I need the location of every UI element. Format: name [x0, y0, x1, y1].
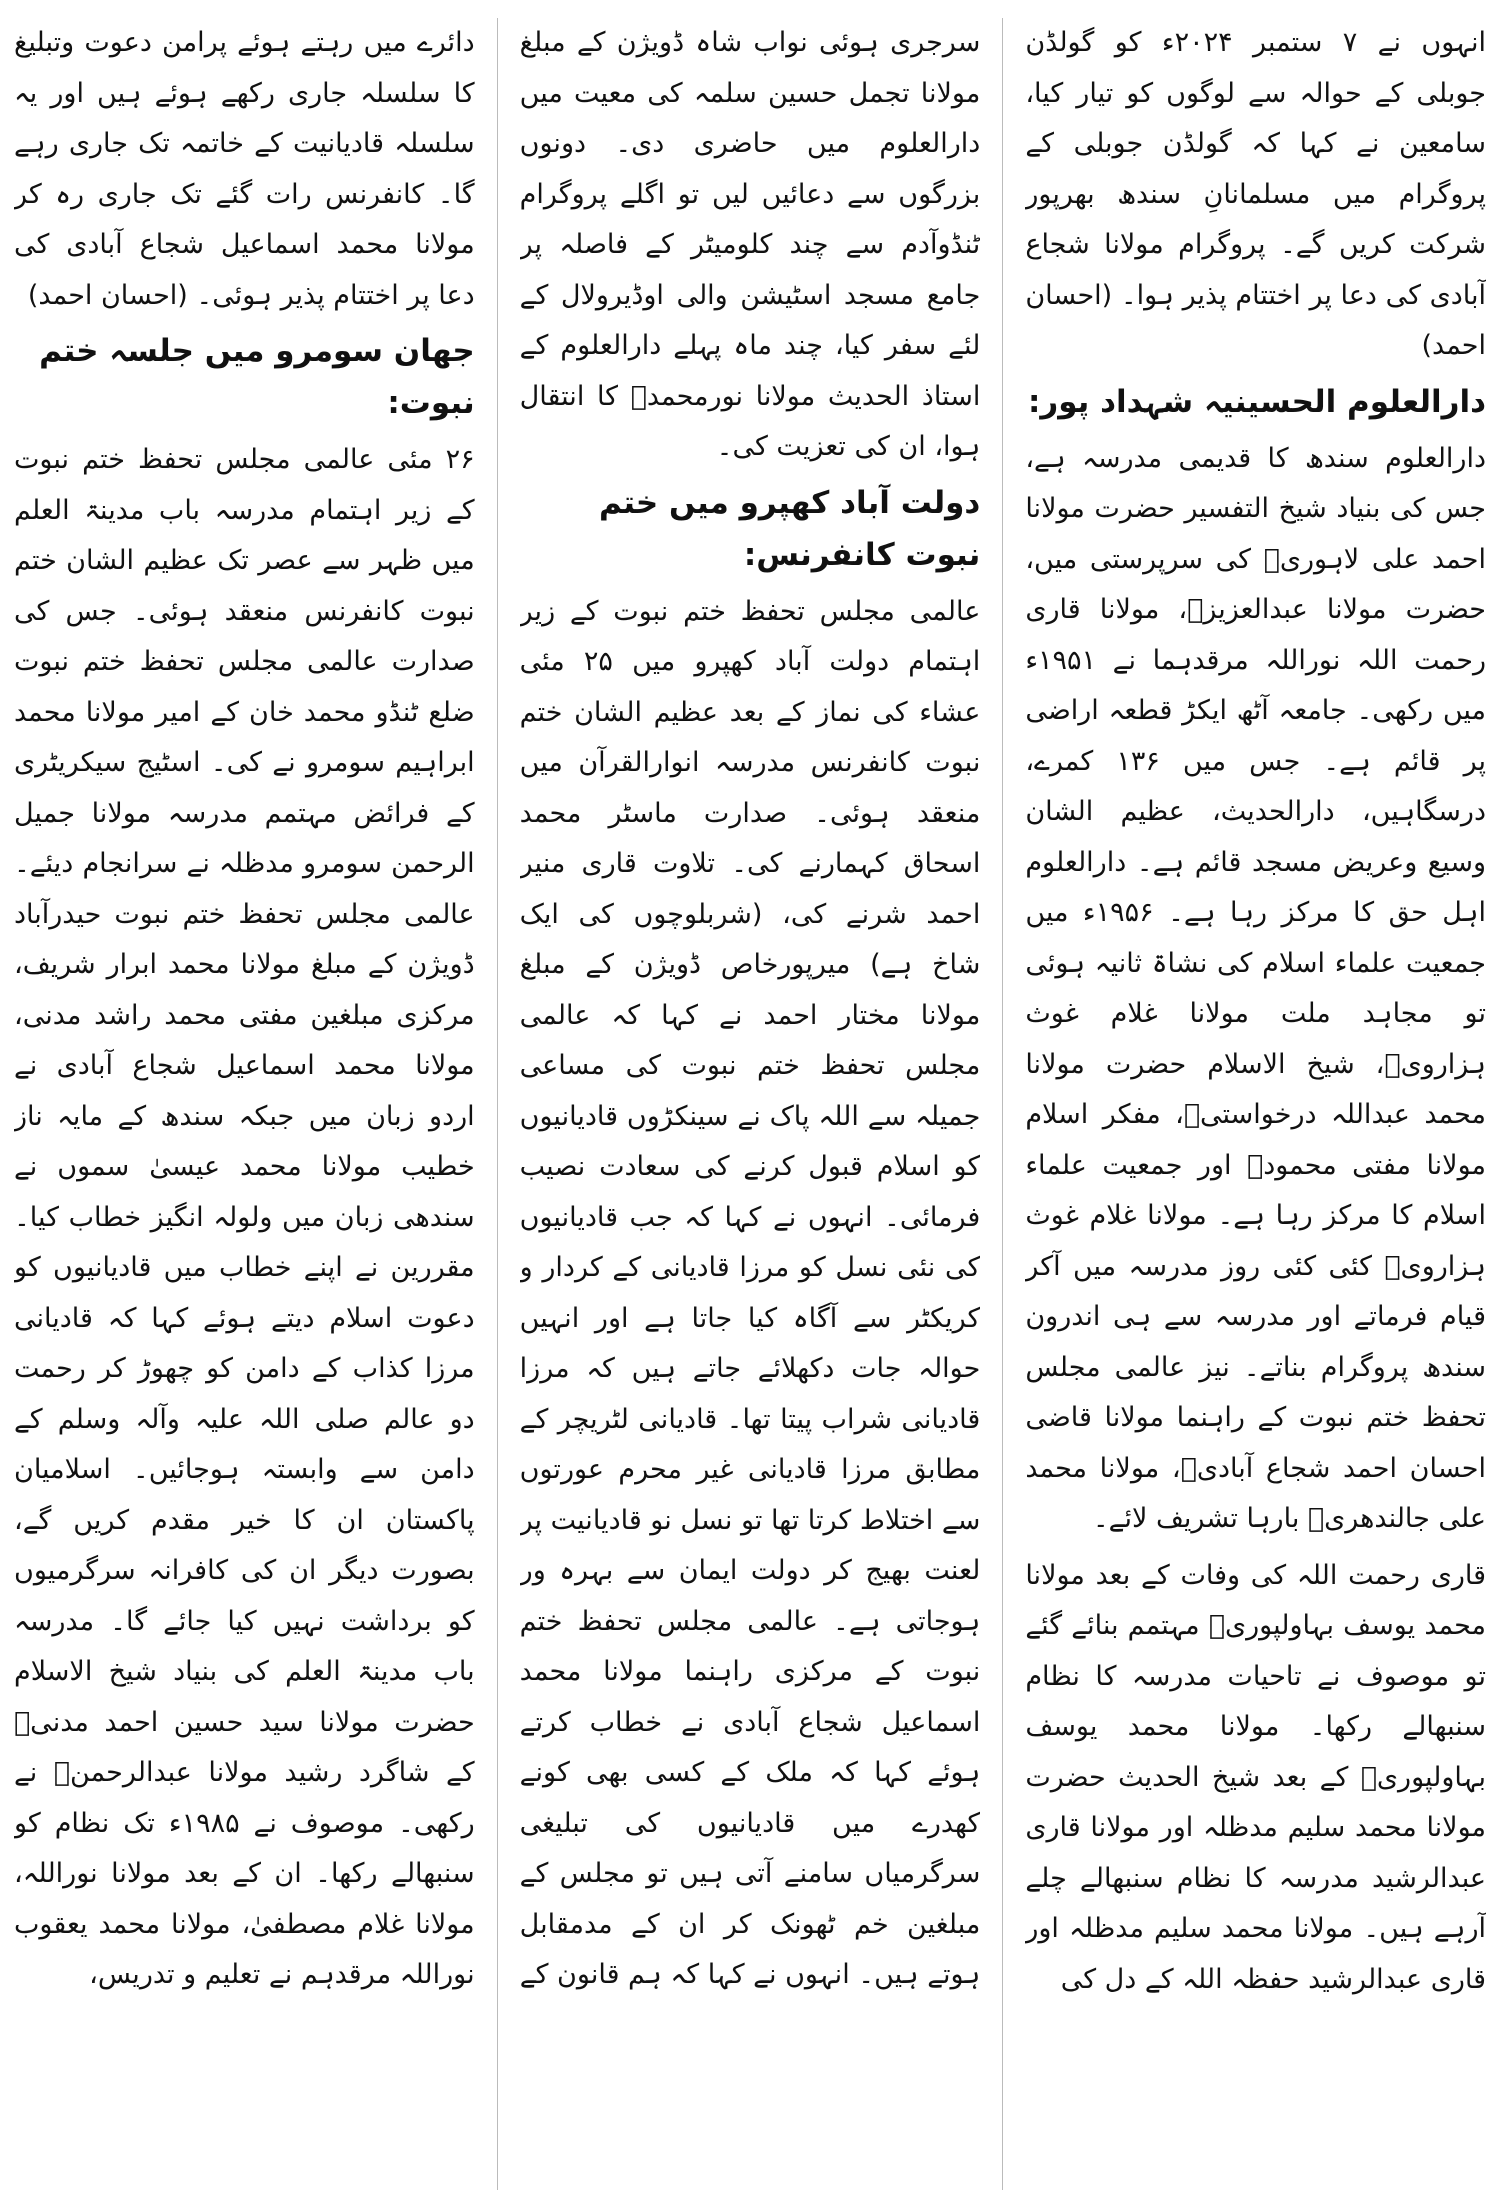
article-paragraph: عالمی مجلس تحفظ ختم نبوت کے زیر اہتمام دولت آباد کھپرو میں ۲۵ مئی عشاء کی نماز کے بعد عظیم الشان ختم نبوت کانفرنس مدرسہ انوارالقرآن میں منعقد ہوئی۔ صدارت ماسٹر محمد اسحاق کہمارنے کی۔ تلاوت قاری منیر احمد شرنے کی، (شربلوچوں کی ایک شاخ ہے) میرپورخاص ڈویژن کے مبلغ مولانا مختار احمد نے کہا کہ عالمی مجلس تحفظ ختم نبوت کی مساعی جمیلہ سے اللہ پاک نے سینکڑوں قادیانیوں کو اسلام قبول کرنے کی سعادت نصیب فرمائی۔ انہوں نے کہا کہ جب قادیانیوں کی نئی نسل کو مرزا قادیانی کے کردار و کریکٹر سے آگاہ کیا جاتا ہے اور انہیں حوالہ جات دکھلائے جاتے ہیں کہ مرزا قادیانی شراب پیتا تھا۔ قادیانی لٹریچر کے مطابق مرزا قادیانی غیر محرم عورتوں سے اختلاط کرتا تھا تو نسل نو قادیانیت پر لعنت بھیج کر دولت ایمان سے بہرہ ور ہوجاتی ہے۔ عالمی مجلس تحفظ ختم نبوت کے مرکزی راہنما مولانا محمد اسماعیل شجاع آبادی نے خطاب کرتے ہوئے کہا کہ ملک کے کسی بھی کونے کھدرے میں قادیانیوں کی تبلیغی سرگرمیاں سامنے آتی ہیں تو مجلس کے مبلغین خم ٹھونک کر ان کے مدمقابل ہوتے ہیں۔ انہوں نے کہا کہ ہم قانون کے [519, 595, 981, 1990]
article-paragraph: دائرے میں رہتے ہوئے پرامن دعوت وتبلیغ کا سلسلہ جاری رکھے ہوئے ہیں اور یہ سلسلہ قادیانیت کے خاتمہ تک جاری رہے گا۔ کانفرنس رات گئے تک جاری رہ کر مولانا محمد اسماعیل شجاع آبادی کی دعا پر اختتام پذیر ہوئی۔ (احسان احمد) [13, 27, 475, 311]
column-right [1025, 18, 1486, 2190]
article-paragraph: قاری رحمت اللہ کی وفات کے بعد مولانا محمد یوسف بہاولپوریؒ مہتمم بنائے گئے تو موصوف نے تاحیات مدرسہ کا نظام سنبھالے رکھا۔ مولانا محمد یوسف بہاولپوریؒ کے بعد شیخ الحدیث حضرت مولانا محمد سلیم مدظلہ اور مولانا قاری عبدالرشید مدرسہ کا نظام سنبھالے چلے آرہے ہیں۔ مولانا محمد سلیم مدظلہ اور قاری عبدالرشید حفظہ اللہ کے دل کی [1025, 1559, 1486, 1995]
column-left [14, 18, 475, 2190]
section-heading: دولت آباد کھپرو میں ختم نبوت کانفرنس: [598, 484, 981, 573]
column-divider [497, 18, 498, 2190]
section-heading: جھان سومرو میں جلسہ ختم نبوت: [39, 333, 475, 421]
section-heading: دارالعلوم الحسینیہ شہداد پور: [1027, 383, 1486, 420]
article-paragraph: ۲۶ مئی عالمی مجلس تحفظ ختم نبوت کے زیر اہتمام مدرسہ باب مدینۃ العلم میں ظہر سے عصر تک عظیم الشان ختم نبوت کانفرنس منعقد ہوئی۔ جس کی صدارت عالمی مجلس تحفظ ختم نبوت ضلع ٹنڈو محمد خان کے امیر مولانا محمد ابراہیم سومرو نے کی۔ اسٹیج سیکریٹری کے فرائض مہتمم مدرسہ مولانا جمیل الرحمن سومرو مدظلہ نے سرانجام دیئے۔ عالمی مجلس تحفظ ختم نبوت حیدرآباد ڈویژن کے مبلغ مولانا محمد ابرار شریف، مرکزی مبلغین مفتی محمد راشد مدنی، مولانا محمد اسماعیل شجاع آبادی نے اردو زبان میں جبکہ سندھ کے مایہ ناز خطیب مولانا محمد عیسیٰ سموں نے سندھی زبان میں ولولہ انگیز خطاب کیا۔ مقررین نے اپنے خطاب میں قادیانیوں کو دعوت اسلام دیتے ہوئے کہا کہ قادیانی مرزا کذاب کے دامن کو چھوڑ کر رحمت دو عالم صلی اللہ علیہ وآلہ وسلم کے دامن سے وابستہ ہوجائیں۔ اسلامیان پاکستان ان کا خیر مقدم کریں گے، بصورت دیگر ان کی کافرانہ سرگرمیوں کو برداشت نہیں کیا جائے گا۔ مدرسہ باب مدینۃ العلم کی بنیاد شیخ الاسلام حضرت مولانا سید حسین احمد مدنیؒ کے شاگرد رشید مولانا عبدالرحمنؒ نے رکھی۔ موصوف نے ۱۹۸۵ء تک نظام کو سنبھالے رکھا۔ ان کے بعد مولانا نوراللہ، مولانا غلام مصطفیٰ، مولانا محمد یعقوب نوراللہ مرقدہم نے تعلیم و تدریس، [13, 444, 475, 1990]
column-middle [520, 18, 981, 2190]
article-paragraph: سرجری ہوئی نواب شاہ ڈویژن کے مبلغ مولانا تجمل حسین سلمہ کی معیت میں دارالعلوم میں حاضری دی۔ دونوں بزرگوں سے دعائیں لیں تو اگلے پروگرام ٹنڈوآدم سے چند کلومیٹر کے فاصلہ پر جامع مسجد اسٹیشن والی اوڈیرولال کے لئے سفر کیا، چند ماہ پہلے دارالعلوم کے استاذ الحدیث مولانا نورمحمدؒ کا انتقال ہوا، ان کی تعزیت کی۔ [519, 27, 981, 462]
article-paragraph: دارالعلوم سندھ کا قدیمی مدرسہ ہے، جس کی بنیاد شیخ التفسیر حضرت مولانا احمد علی لاہوریؒ کی سرپرستی میں، حضرت مولانا عبدالعزیزؒ، مولانا قاری رحمت اللہ نوراللہ مرقدہما نے ۱۹۵۱ء میں رکھی۔ جامعہ آٹھ ایکڑ قطعہ اراضی پر قائم ہے۔ جس میں ۱۳۶ کمرے، درسگاہیں، دارالحدیث، عظیم الشان وسیع وعریض مسجد قائم ہے۔ دارالعلوم اہل حق کا مرکز رہا ہے۔ ۱۹۵۶ء میں جمعیت علماء اسلام کی نشاۃ ثانیہ ہوئی تو مجاہد ملت مولانا غلام غوث ہزارویؒ، شیخ الاسلام حضرت مولانا محمد عبداللہ درخواستیؒ، مفکر اسلام مولانا مفتی محمودؒ اور جمعیت علماء اسلام کا مرکز رہا ہے۔ مولانا غلام غوث ہزارویؒ کئی کئی روز مدرسہ میں آکر قیام فرماتے اور مدرسہ سے ہی اندرون سندھ پروگرام بناتے۔ نیز عالمی مجلس تحفظ ختم نبوت کے راہنما مولانا قاضی احسان احمد شجاع آبادیؒ، مولانا محمد علی جالندھریؒ بارہا تشریف لائے۔ [1025, 442, 1486, 1534]
article-paragraph: انہوں نے ۷ ستمبر ۲۰۲۴ء کو گولڈن جوبلی کے حوالہ سے لوگوں کو تیار کیا، سامعین نے کہا کہ گولڈن جوبلی کے پروگرام میں مسلمانانِ سندھ بھرپور شرکت کریں گے۔ پروگرام مولانا شجاع آبادی کی دعا پر اختتام پذیر ہوا۔ (احسان احمد) [1025, 27, 1486, 361]
column-divider [1002, 18, 1003, 2190]
